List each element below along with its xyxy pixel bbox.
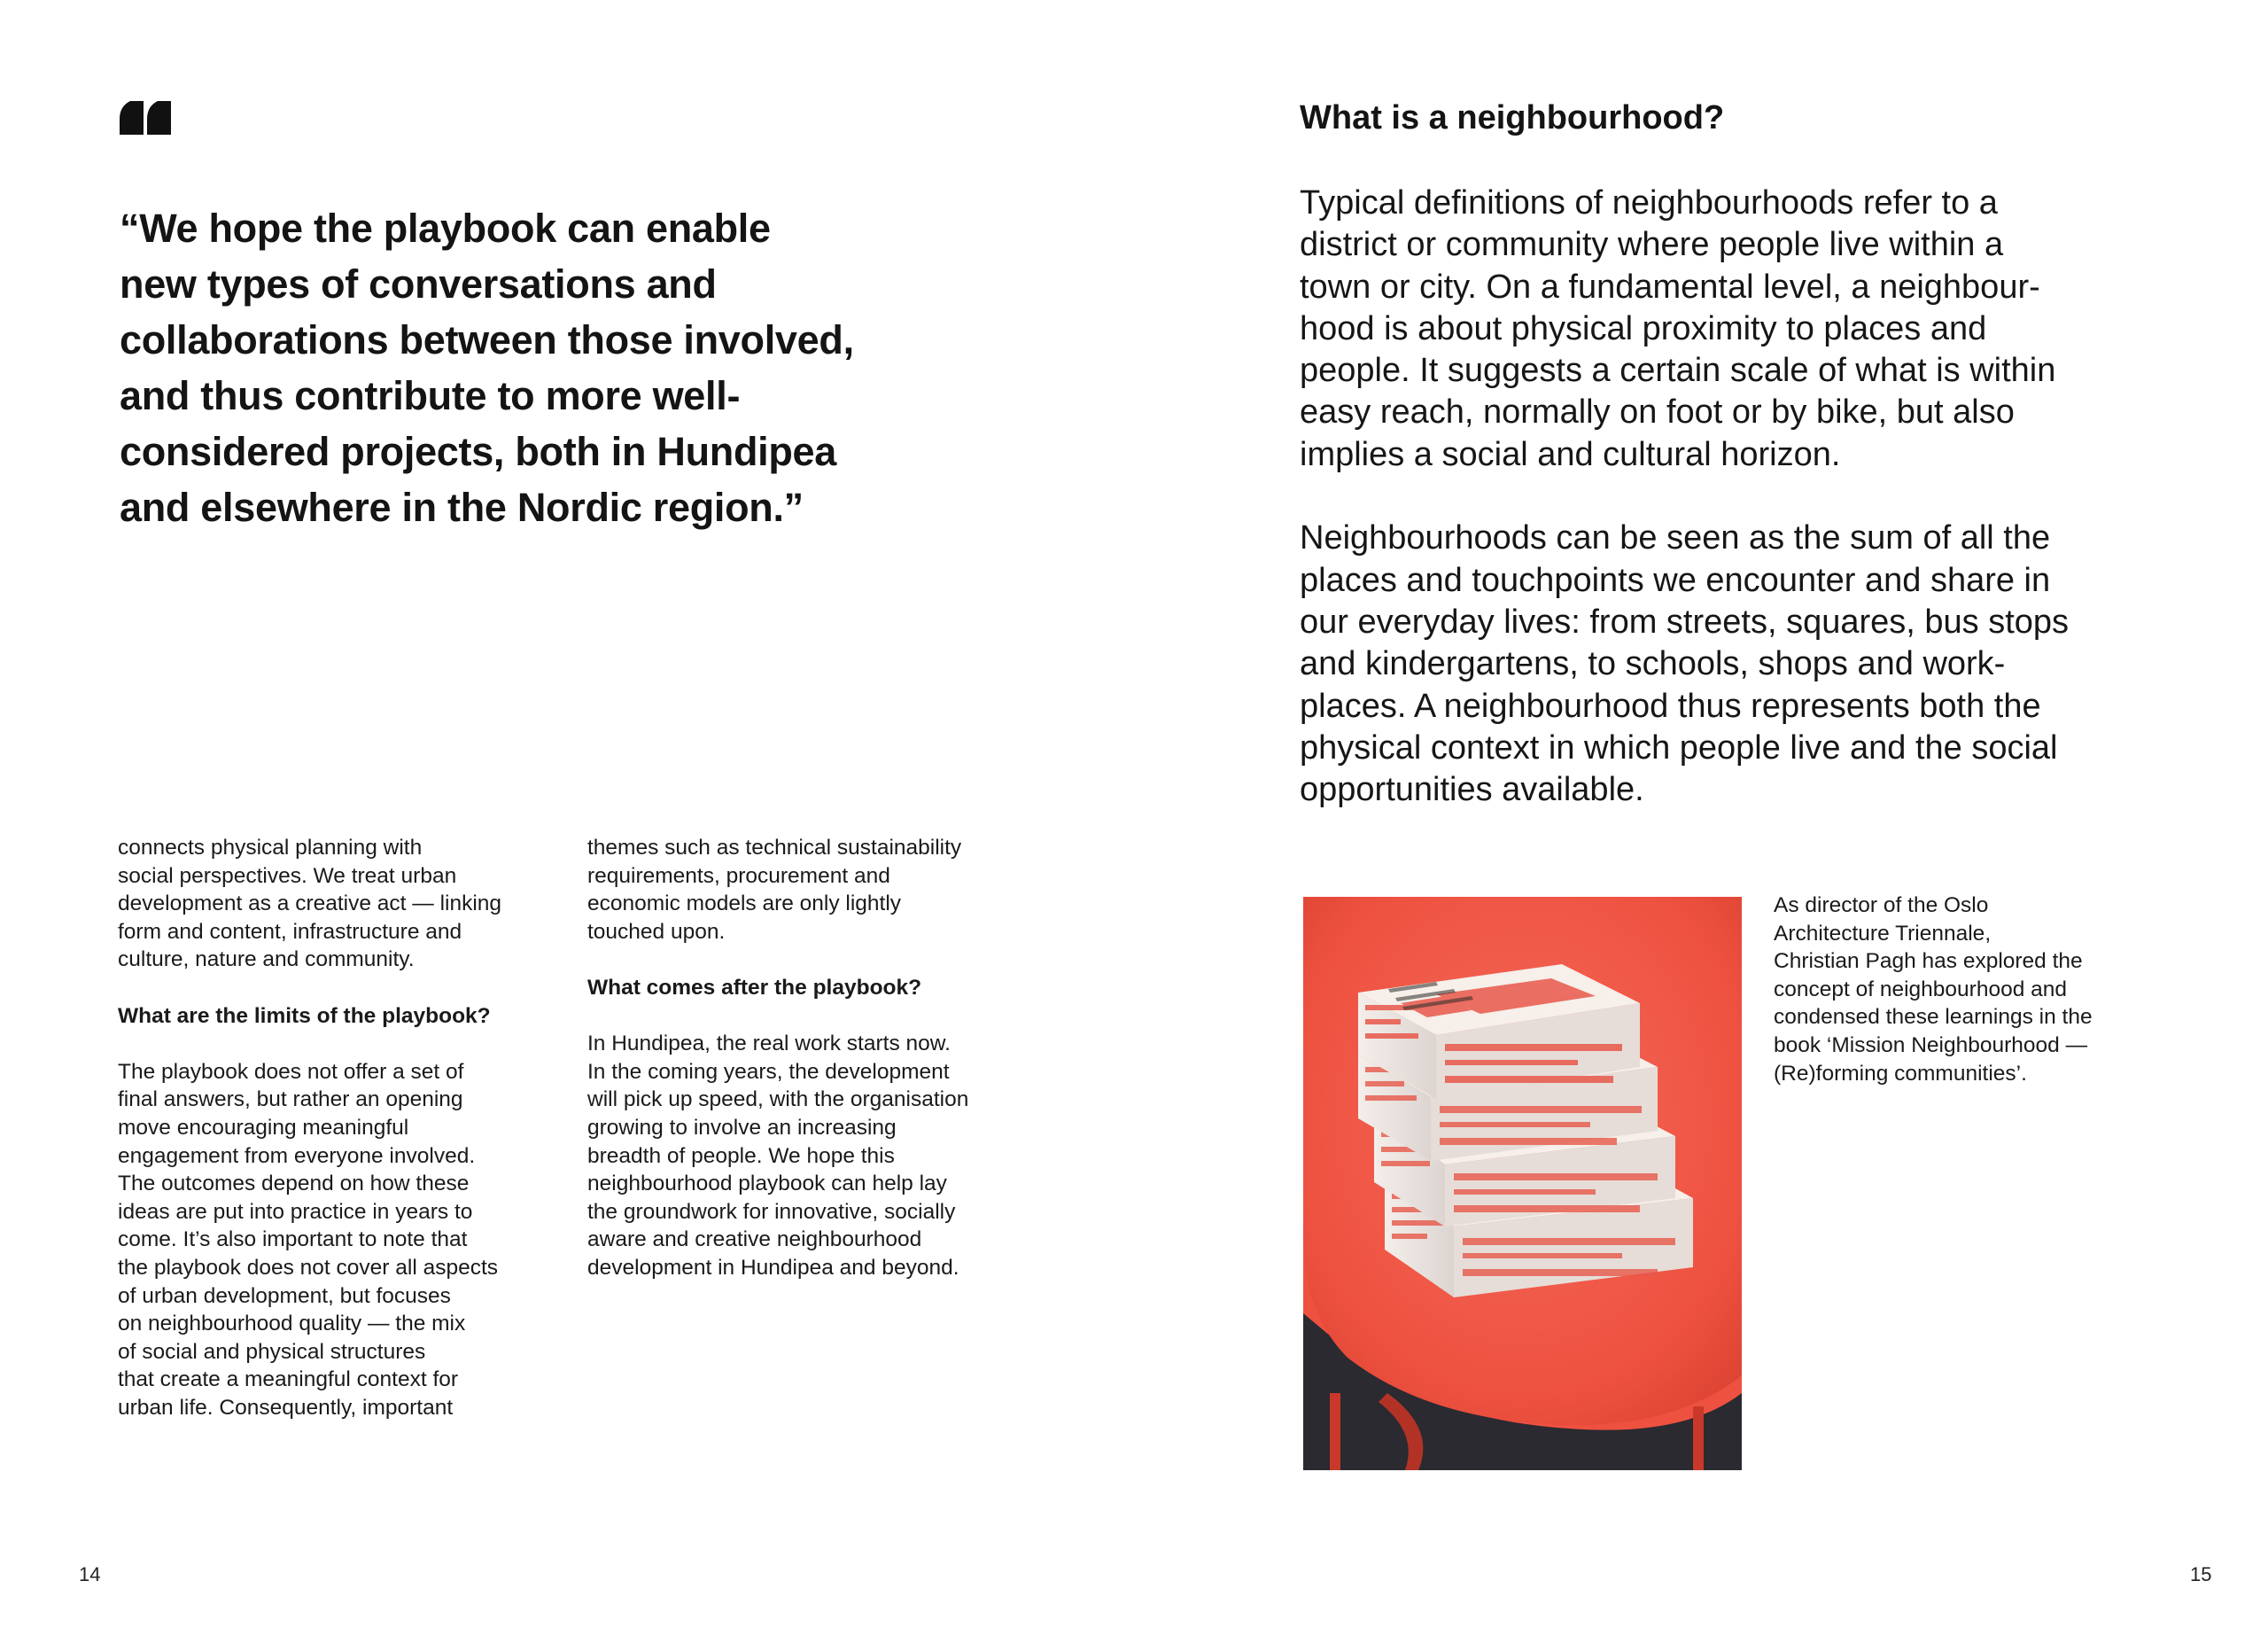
text-line: The playbook does not offer a set of bbox=[118, 1059, 464, 1084]
text-line: urban life. Consequently, important bbox=[118, 1395, 454, 1420]
text-line: physical context in which people live and the social bbox=[1300, 728, 2058, 767]
pull-quote-line: considered projects, both in Hundipea bbox=[120, 429, 836, 474]
text-line: breadth of people. We hope this bbox=[587, 1143, 895, 1168]
text-line: that create a meaningful context for bbox=[118, 1367, 459, 1392]
subheading-limits: What are the limits of the playbook? bbox=[118, 1003, 491, 1028]
pull-quote-line: “We hope the playbook can enable bbox=[120, 206, 771, 251]
pull-quote-line: new types of conversations and bbox=[120, 261, 717, 307]
paragraph bbox=[1300, 518, 2186, 811]
caption-line: concept of neighbourhood and bbox=[1774, 977, 2068, 1001]
text-line: In the coming years, the development bbox=[587, 1059, 950, 1084]
text-line: The outcomes depend on how these bbox=[118, 1172, 470, 1196]
text-line: of urban development, but focuses bbox=[118, 1283, 451, 1308]
caption-line: Architecture Triennale, bbox=[1774, 921, 1992, 946]
text-line: and kindergartens, to schools, shops and work- bbox=[1300, 645, 2006, 683]
lead-text bbox=[1300, 183, 2186, 811]
text-line: Typical definitions of neighbourhoods refer to a bbox=[1300, 184, 1998, 222]
text-line: the playbook does not cover all aspects bbox=[118, 1255, 499, 1280]
text-line: opportunities available. bbox=[1300, 771, 1644, 809]
text-line: hood is about physical proximity to places and bbox=[1300, 309, 1987, 347]
caption-line: Christian Pagh has explored the bbox=[1774, 949, 2083, 974]
text-line: requirements, procurement and bbox=[587, 863, 890, 888]
text-line: In Hundipea, the real work starts now. bbox=[587, 1032, 951, 1056]
text-line: themes such as technical sustainability bbox=[587, 836, 962, 860]
section-title: What is a neighbourhood? bbox=[1300, 99, 1725, 136]
text-line: places and touchpoints we encounter and share in bbox=[1300, 561, 2051, 599]
caption-line: condensed these learnings in the bbox=[1774, 1005, 2093, 1030]
text-line: culture, nature and community. bbox=[118, 947, 415, 972]
photo-caption bbox=[1774, 892, 2146, 1087]
text-line: aware and creative neighbourhood bbox=[587, 1227, 922, 1252]
book-stack-photo bbox=[1303, 897, 1742, 1470]
text-line: on neighbourhood quality — the mix bbox=[118, 1312, 466, 1336]
caption-line: book ‘Mission Neighbourhood — bbox=[1774, 1032, 2088, 1057]
text-line: district or community where people live within a bbox=[1300, 226, 2004, 264]
photo-illustration bbox=[1303, 897, 1742, 1470]
pull-quote-line: and elsewhere in the Nordic region.” bbox=[120, 485, 804, 530]
page-number-left: 14 bbox=[79, 1563, 101, 1585]
paragraph bbox=[1300, 183, 2186, 476]
text-line: easy reach, normally on foot or by bike, but also bbox=[1300, 393, 2015, 432]
text-line: connects physical planning with bbox=[118, 836, 423, 860]
text-line: social perspectives. We treat urban bbox=[118, 863, 457, 888]
text-line: Neighbourhoods can be seen as the sum of all the bbox=[1300, 519, 2051, 557]
subheading-after: What comes after the playbook? bbox=[587, 975, 922, 1000]
text-line: places. A neighbourhood thus represents both the bbox=[1300, 687, 2041, 725]
text-line: final answers, but rather an opening bbox=[118, 1087, 463, 1112]
text-line: engagement from everyone involved. bbox=[118, 1143, 476, 1168]
caption-line: (Re)forming communities’. bbox=[1774, 1061, 2027, 1086]
text-line: neighbourhood playbook can help lay bbox=[587, 1172, 947, 1196]
spacer bbox=[1300, 476, 2186, 518]
pull-quote-line: collaborations between those involved, bbox=[120, 317, 854, 362]
caption-line: As director of the Oslo bbox=[1774, 893, 1989, 917]
text-line: economic models are only lightly bbox=[587, 892, 902, 916]
text-line: development as a creative act — linking bbox=[118, 892, 502, 916]
text-line: ideas are put into practice in years to bbox=[118, 1199, 473, 1224]
text-line: of social and physical structures bbox=[118, 1339, 426, 1364]
text-line: development in Hundipea and beyond. bbox=[587, 1255, 959, 1280]
text-line: form and content, infrastructure and bbox=[118, 919, 462, 944]
page-number-right: 15 bbox=[2190, 1563, 2212, 1585]
text-line: move encouraging meaningful bbox=[118, 1115, 409, 1140]
text-line: growing to involve an increasing bbox=[587, 1115, 897, 1140]
text-line: come. It’s also important to note that bbox=[118, 1227, 468, 1252]
text-line: people. It suggests a certain scale of what is within bbox=[1300, 352, 2056, 390]
text-line: our everyday lives: from streets, squares, bus stops bbox=[1300, 603, 2070, 641]
text-line: touched upon. bbox=[587, 919, 726, 944]
text-line: the groundwork for innovative, socially bbox=[587, 1199, 956, 1224]
text-line: town or city. On a fundamental level, a neighbour- bbox=[1300, 268, 2040, 306]
text-line: will pick up speed, with the organisation bbox=[587, 1087, 969, 1112]
text-line: implies a social and cultural horizon. bbox=[1300, 435, 1841, 473]
pull-quote-line: and thus contribute to more well- bbox=[120, 373, 741, 418]
